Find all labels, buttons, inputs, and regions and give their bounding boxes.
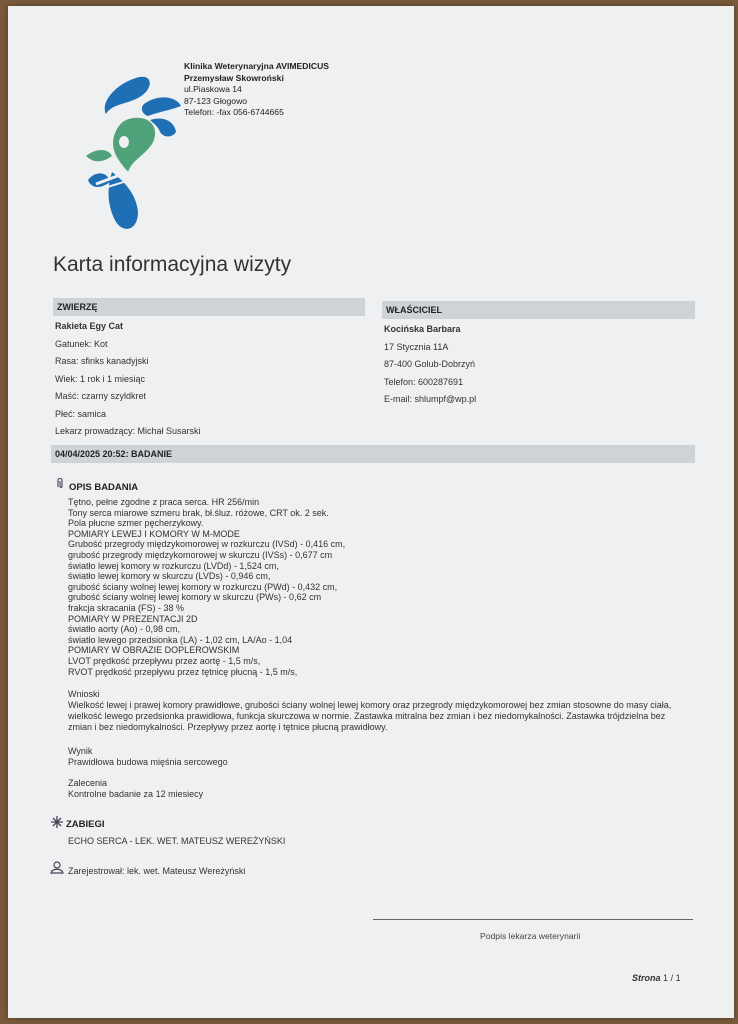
page-label: Strona — [632, 973, 661, 983]
exam-line: światło lewego przedsionka (LA) - 1,02 cm, LA/Ao - 1,04 — [68, 634, 293, 645]
exam-line: Tony serca miarowe szmeru brak, bł.śluz. różowe, CRT ok. 2 sek. — [68, 507, 329, 518]
exam-line: światło lewej komory w skurczu (LVDs) - 0,946 cm, — [68, 571, 271, 582]
document-page — [8, 6, 734, 1018]
animal-name: Rakieta Egy Cat — [55, 321, 124, 331]
exam-line: grubość ściany wolnej lewej komory w rozkurczu (PWd) - 0,432 cm, — [68, 581, 338, 592]
clinic-street: ul.Piaskowa 14 — [184, 84, 242, 94]
animal-doctor: Lekarz prowadzący: Michał Susarski — [55, 426, 201, 436]
visit-header: 04/04/2025 20:52: BADANIE — [51, 445, 695, 463]
exam-line: światło lewej komory w rozkurczu (LVDd) - 1,524 cm, — [68, 560, 279, 571]
exam-lines — [68, 497, 345, 677]
clinic-info — [184, 61, 329, 119]
user-icon — [50, 861, 64, 874]
animal-species: Gatunek: Kot — [55, 338, 108, 349]
exam-line: Tętno, pełne zgodne z praca serca. HR 256/min — [68, 497, 260, 507]
owner-email: E-mail: shlumpf@wp.pl — [384, 394, 477, 404]
page-title: Karta informacyjna wizyty — [53, 253, 292, 276]
recommend-text: Kontrolne badanie za 12 miesiecy — [68, 789, 204, 799]
animal-color: Maść: czarny szyldkret — [55, 391, 147, 401]
owner-phone: Telefon: 600287691 — [384, 376, 464, 387]
paperclip-icon — [55, 477, 65, 489]
exam-line: RVOT prędkość przepływu przez tętnicę płucną - 1,5 m/s, — [68, 666, 298, 677]
result-text: Prawidłowa budowa mięśnia sercowego — [68, 757, 228, 767]
exam-line: POMIARY W OBRAZIE DOPLEROWSKIM — [68, 645, 240, 656]
page-number — [632, 973, 681, 983]
exam-line: grubość przegrody międzykomorowej w skurczu (IVSs) - 0,677 cm — [68, 549, 333, 560]
animal-header: ZWIERZĘ — [53, 298, 365, 316]
procedures-title: ZABIEGI — [66, 819, 105, 830]
exam-line: LVOT prędkość przepływu przez aortę - 1,5 m/s, — [68, 655, 261, 666]
avimedicus-logo — [76, 72, 191, 237]
owner-details — [384, 324, 476, 412]
conclusions-text: Wielkość lewej i prawej komory prawidłowe, grubości ściany wolnej lewej komory oraz przegrody międzykomorowej bez zmian stosowne do masy ciała, wielkość lewego przedsionka prawidłowa, funkcja skurczowa w normie. Zastawka mitralna bez zmian i bez niedomykalności. Zastawka trójdzielna bez zmian i bez niedomykalności. Przepływy przez aortę i tętnice płucną prawidłowy. — [68, 700, 672, 732]
clinic-phone: Telefon: -fax 056-6744665 — [184, 107, 284, 117]
signature-label: Podpis lekarza weterynarii — [480, 931, 581, 941]
exam-line: Pola płucne szmer pęcherzykowy. — [68, 518, 204, 529]
signature-line — [373, 919, 693, 920]
procedure-item: ECHO SERCA - LEK. WET. MATEUSZ WEREŻYŃSKI — [68, 836, 286, 846]
page-current: 1 — [663, 973, 669, 983]
owner-header: WŁAŚCICIEL — [382, 301, 695, 319]
animal-age: Wiek: 1 rok i 1 miesiąc — [55, 373, 146, 384]
animal-sex: Płeć: samica — [55, 408, 107, 419]
owner-city: 87-400 Golub-Dobrzyń — [384, 359, 476, 369]
animal-details — [55, 321, 201, 444]
exam-line: Grubość przegrody międzykomorowej w rozkurczu (IVSd) - 0,416 cm, — [68, 539, 346, 550]
result-label: Wynik — [68, 746, 93, 756]
exam-title: OPIS BADANIA — [69, 482, 139, 493]
sparkle-icon — [51, 816, 63, 828]
clinic-city: 87-123 Głogowo — [184, 95, 248, 106]
clinic-name: Klinika Weterynaryjna AVIMEDICUS — [184, 61, 330, 71]
exam-line: grubość ściany wolnej lewej komory w skurczu (PWs) - 0,62 cm — [68, 592, 322, 603]
page-total: / 1 — [670, 973, 681, 983]
registered-by: Zarejestrował: lek. wet. Mateusz Wereżyński — [68, 866, 246, 876]
exam-line: światło aorty (Ao) - 0,98 cm, — [68, 624, 181, 635]
exam-line: POMIARY W PREZENTACJI 2D — [68, 613, 198, 624]
exam-line: frakcja skracania (FS) - 38 % — [68, 602, 185, 613]
conclusions-label: Wnioski — [68, 689, 100, 699]
clinic-owner: Przemysław Skowroński — [184, 72, 284, 83]
owner-street: 17 Stycznia 11A — [384, 341, 449, 352]
animal-breed: Rasa: sfinks kanadyjski — [55, 356, 149, 366]
recommend-label: Zalecenia — [68, 778, 108, 788]
exam-line: POMIARY LEWEJ I KOMORY W M-MODE — [68, 528, 240, 539]
owner-name: Kocińska Barbara — [384, 324, 461, 334]
